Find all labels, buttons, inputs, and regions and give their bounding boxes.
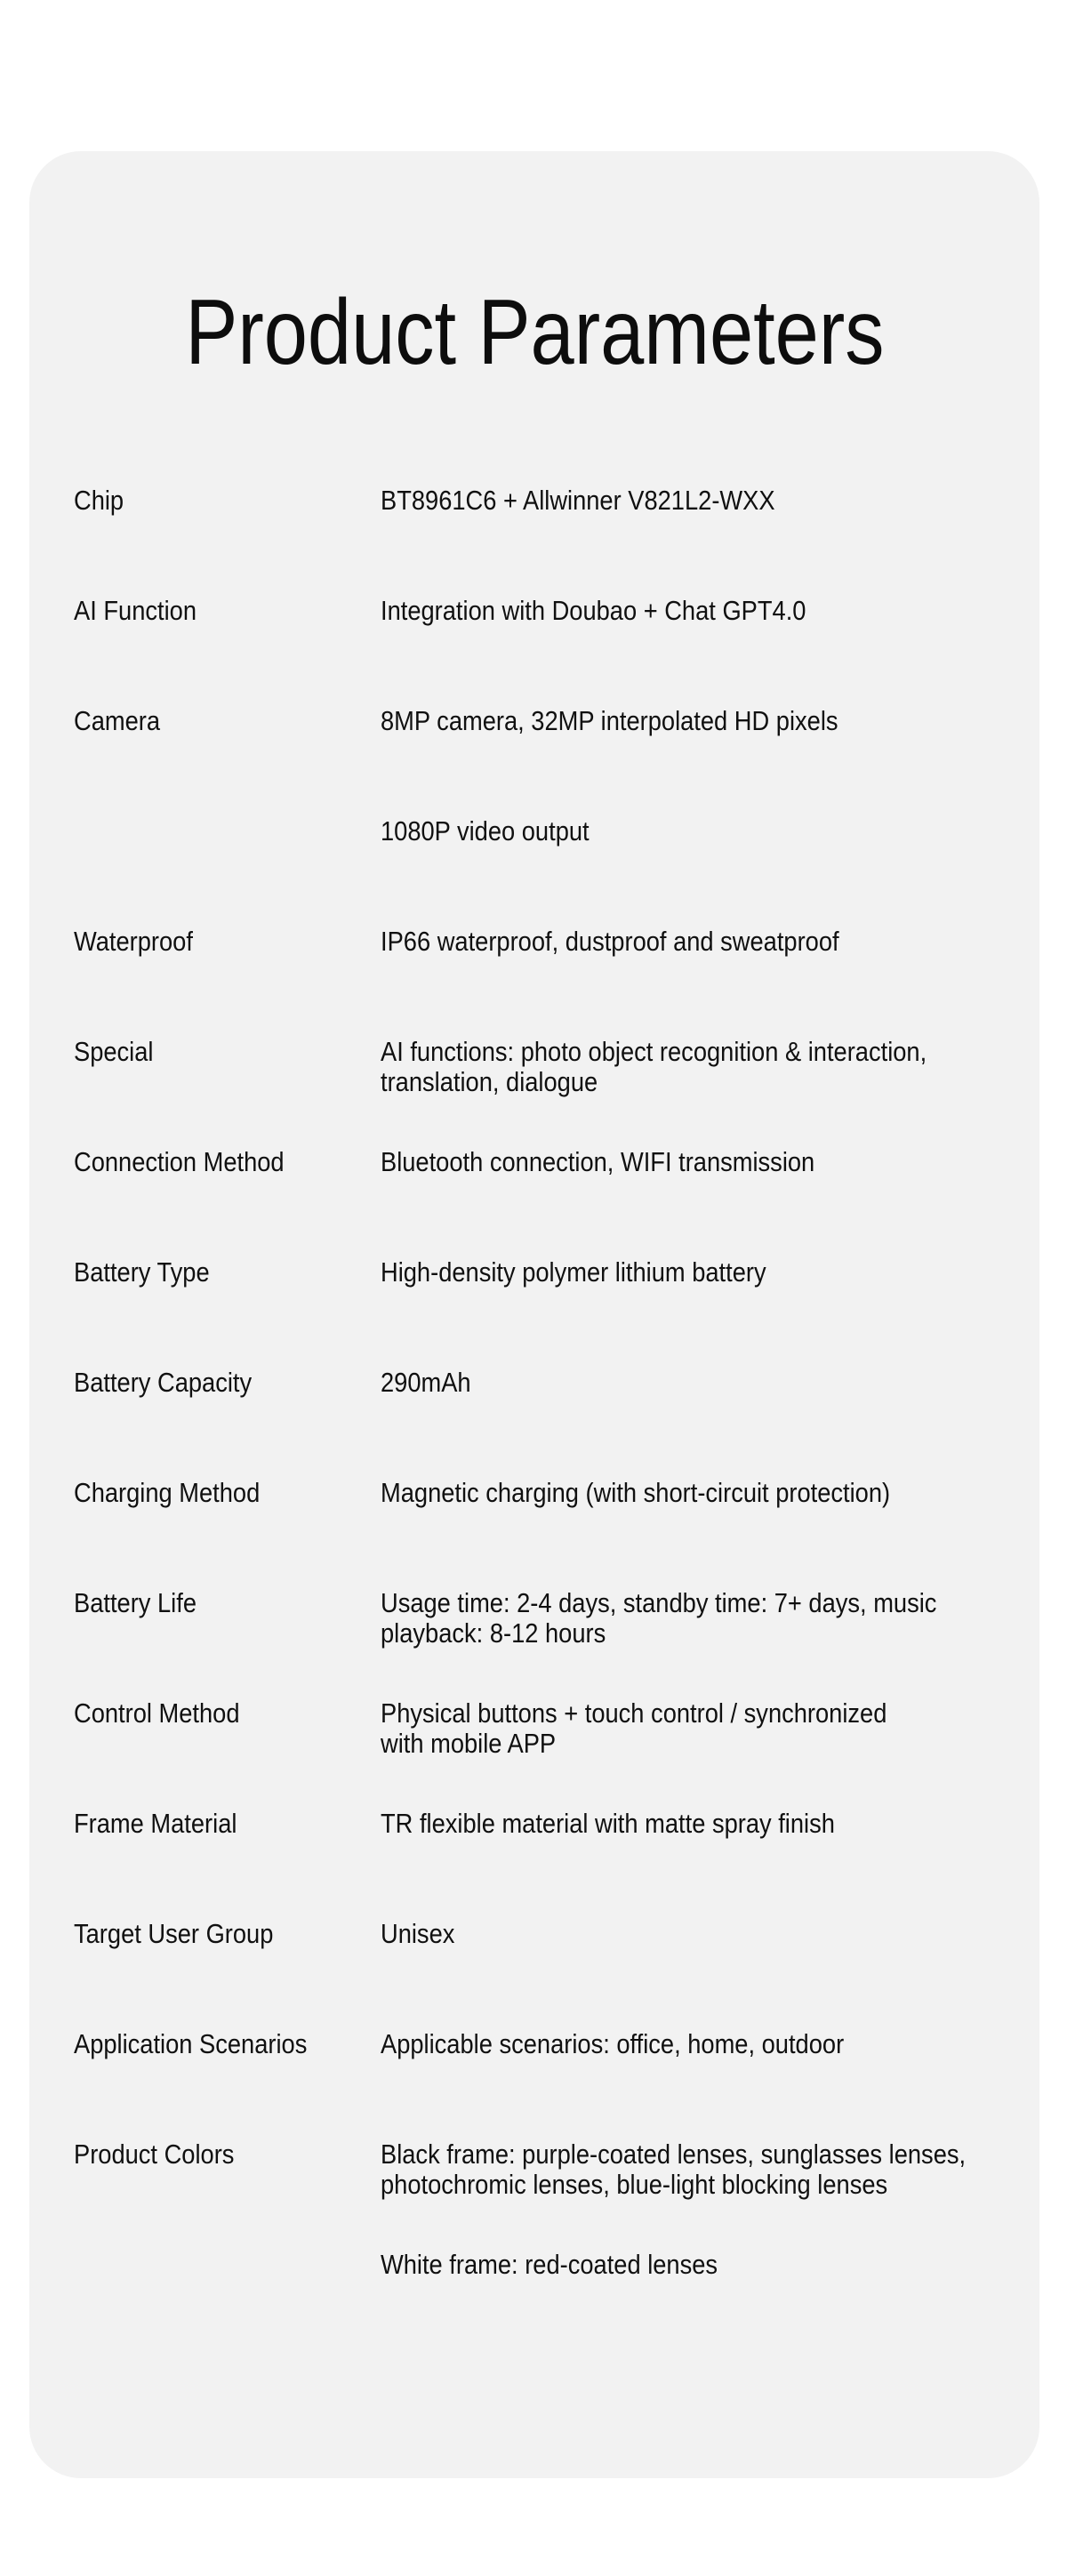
spec-value-line: BT8961C6 + Allwinner V821L2-WXX — [381, 485, 775, 516]
spec-row — [29, 1107, 1039, 1217]
spec-row — [29, 1879, 1039, 1989]
spec-value-line: IP66 waterproof, dustproof and sweatproof — [381, 926, 839, 957]
spec-row — [29, 2099, 1039, 2210]
spec-value-line: Usage time: 2-4 days, standby time: 7+ days, music — [381, 1587, 937, 1618]
spec-value — [381, 1919, 1013, 1949]
spec-value-line: Bluetooth connection, WIFI transmission — [381, 1146, 815, 1177]
spec-row — [29, 1438, 1039, 1548]
spec-value — [381, 2139, 1046, 2200]
spec-label: Target User Group — [74, 1918, 274, 1949]
spec-label: Frame Material — [74, 1808, 237, 1839]
spec-value — [381, 816, 1013, 847]
spec-label: Battery Life — [74, 1587, 197, 1618]
page-title — [29, 279, 1039, 386]
spec-value — [381, 596, 1013, 626]
spec-value — [381, 1588, 1013, 1649]
spec-value — [381, 2029, 1013, 2059]
spec-value — [381, 1809, 1013, 1839]
spec-label: Charging Method — [74, 1477, 261, 1508]
spec-row — [29, 776, 1039, 887]
spec-value — [381, 1147, 1013, 1177]
spec-value-line: 290mAh — [381, 1367, 471, 1398]
spec-value-line: Integration with Doubao + Chat GPT4.0 — [381, 595, 806, 626]
spec-value — [381, 1478, 1013, 1508]
spec-label: Camera — [74, 705, 161, 736]
page-title-text: Product Parameters — [184, 281, 885, 384]
spec-value-line: photochromic lenses, blue-light blocking lenses — [381, 2169, 888, 2200]
spec-row — [29, 1658, 1039, 1769]
spec-value-line: High-density polymer lithium battery — [381, 1256, 766, 1288]
spec-label: Chip — [74, 485, 124, 516]
spec-row — [29, 2210, 1039, 2320]
spec-value-line: translation, dialogue — [381, 1066, 598, 1097]
spec-value — [381, 1257, 1013, 1288]
spec-value — [381, 486, 1013, 516]
spec-label: Application Scenarios — [74, 2028, 308, 2059]
spec-value-line: White frame: red-coated lenses — [381, 2249, 718, 2280]
product-parameters-card — [29, 151, 1039, 2478]
spec-value — [381, 1368, 1013, 1398]
spec-row — [29, 1548, 1039, 1658]
spec-row — [29, 1328, 1039, 1438]
spec-row — [29, 1769, 1039, 1879]
spec-value-line: 1080P video output — [381, 815, 590, 847]
spec-value-line: with mobile APP — [381, 1728, 557, 1759]
spec-label: Connection Method — [74, 1146, 285, 1177]
spec-value-line: Black frame: purple-coated lenses, sunglasses lenses, — [381, 2139, 967, 2170]
spec-value — [381, 1698, 1013, 1759]
spec-row — [29, 666, 1039, 776]
spec-row — [29, 445, 1039, 556]
spec-label: Product Colors — [74, 2139, 235, 2170]
spec-row — [29, 887, 1039, 997]
spec-value-line: 8MP camera, 32MP interpolated HD pixels — [381, 705, 838, 736]
spec-value-line: AI functions: photo object recognition & interaction, — [381, 1036, 927, 1067]
spec-label: Battery Capacity — [74, 1367, 253, 1398]
spec-value — [381, 706, 1013, 736]
spec-value-line: TR flexible material with matte spray finish — [381, 1808, 835, 1839]
spec-row — [29, 556, 1039, 666]
spec-row — [29, 997, 1039, 1107]
spec-row — [29, 1217, 1039, 1328]
spec-value — [381, 1037, 1013, 1097]
spec-list — [29, 445, 1039, 2320]
spec-label: Special — [74, 1036, 154, 1067]
spec-value — [381, 2250, 1013, 2280]
spec-label: Battery Type — [74, 1256, 210, 1288]
spec-label: AI Function — [74, 595, 197, 626]
spec-label: Control Method — [74, 1697, 240, 1729]
spec-value-line: playback: 8-12 hours — [381, 1617, 606, 1649]
spec-value-line: Magnetic charging (with short-circuit protection) — [381, 1477, 891, 1508]
spec-value-line: Unisex — [381, 1918, 455, 1949]
spec-value-line: Applicable scenarios: office, home, outdoor — [381, 2028, 845, 2059]
spec-label: Waterproof — [74, 926, 193, 957]
spec-value — [381, 927, 1013, 957]
spec-row — [29, 1989, 1039, 2099]
spec-value-line: Physical buttons + touch control / synchronized — [381, 1697, 887, 1729]
